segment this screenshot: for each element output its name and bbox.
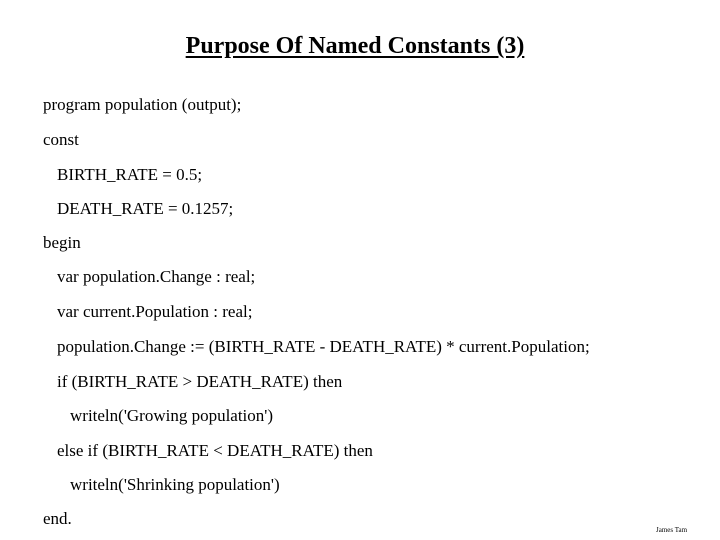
code-line: else if (BIRTH_RATE < DEATH_RATE) then xyxy=(57,441,373,460)
code-line: DEATH_RATE = 0.1257; xyxy=(57,199,234,218)
code-line: writeln('Growing population') xyxy=(70,406,274,425)
footer-author: James Tam xyxy=(656,526,688,534)
code-line: program population (output); xyxy=(43,95,242,114)
code-line: BIRTH_RATE = 0.5; xyxy=(57,165,203,184)
code-line: end. xyxy=(43,509,72,528)
code-line: var population.Change : real; xyxy=(57,267,256,286)
code-line: begin xyxy=(43,233,81,252)
code-line: writeln('Shrinking population') xyxy=(70,475,280,494)
code-line: population.Change := (BIRTH_RATE - DEATH_RATE) * current.Population; xyxy=(57,337,590,356)
code-line: var current.Population : real; xyxy=(57,302,253,321)
code-line: if (BIRTH_RATE > DEATH_RATE) then xyxy=(57,372,343,391)
slide-title: Purpose Of Named Constants (3) xyxy=(185,33,525,59)
code-line: const xyxy=(43,130,79,149)
